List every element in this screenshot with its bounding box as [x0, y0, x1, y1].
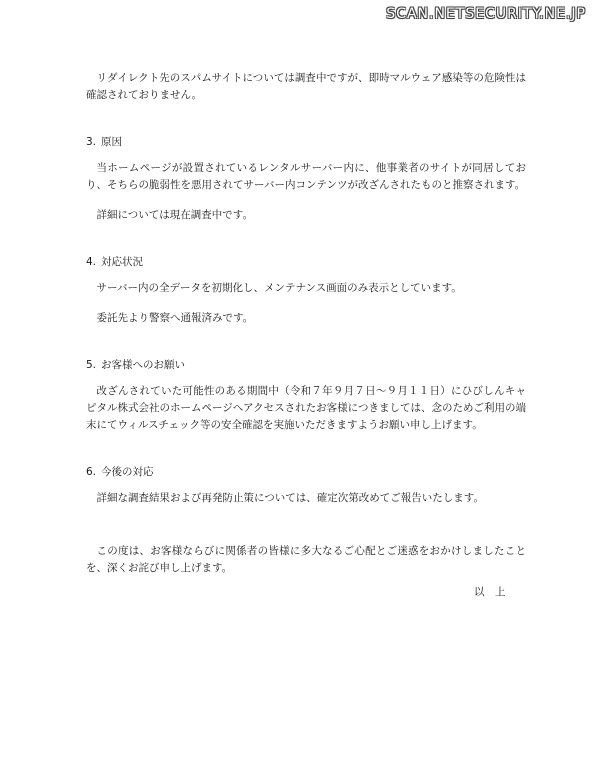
intro-paragraph: リダイレクト先のスパムサイトについては調査中ですが、即時マルウェア感染等の危険性は確認されておりません。: [86, 72, 526, 101]
section-number: 5.: [86, 359, 97, 371]
document-page: [86, 70, 526, 601]
closing-ijo: 以上: [474, 586, 516, 598]
section-number: 3.: [86, 136, 97, 148]
paragraph: 改ざんされていた可能性のある期間中（令和７年９月７日～９月１１日）にひびしんキャピタル株式会社のホームページへアクセスされたお客様につきましては、念のためご利用の端末にてウィルスチェック等の安全確認を実施いただきますようお願い申し上げます。: [86, 385, 526, 431]
section-body: [86, 160, 526, 224]
paragraph: 詳細については現在調査中です。: [96, 209, 253, 221]
section-customer-request: [86, 357, 526, 434]
section-title: [86, 254, 526, 271]
paragraph: 当ホームページが設置されているレンタルサーバー内に、他事業者のサイトが同居しており、そちらの脆弱性を悪用されてサーバー内コンテンツが改ざんされたものと推察されます。: [86, 162, 526, 191]
section-title: [86, 357, 526, 374]
section-cause: [86, 134, 526, 224]
section-title-text: 今後の対応: [101, 466, 154, 478]
paragraph: サーバー内の全データを初期化し、メンテナンス画面のみ表示としています。: [96, 282, 462, 294]
closing-block: [86, 543, 526, 601]
section-number: 6.: [86, 466, 97, 478]
section-number: 4.: [86, 256, 97, 268]
section-body: [86, 490, 526, 507]
closing-paragraph: この度は、お客様ならびに関係者の皆様に多大なるご心配とご迷惑をおかけしましたことを、深くお詫び申し上げます。: [86, 545, 526, 574]
section-title-text: 対応状況: [101, 256, 143, 268]
section-title: [86, 134, 526, 151]
section-body: [86, 383, 526, 434]
section-response-status: [86, 254, 526, 327]
section-title: [86, 464, 526, 481]
section-title-text: お客様へのお願い: [101, 359, 185, 371]
watermark: SCAN.NETSECURITY.NE.JP: [386, 6, 586, 22]
paragraph: 詳細な調査結果および再発防止策については、確定次第改めてご報告いたします。: [96, 492, 484, 504]
section-future-actions: [86, 464, 526, 507]
section-body: [86, 280, 526, 327]
section-title-text: 原因: [101, 136, 122, 148]
paragraph: 委託先より警察へ通報済みです。: [96, 312, 254, 324]
